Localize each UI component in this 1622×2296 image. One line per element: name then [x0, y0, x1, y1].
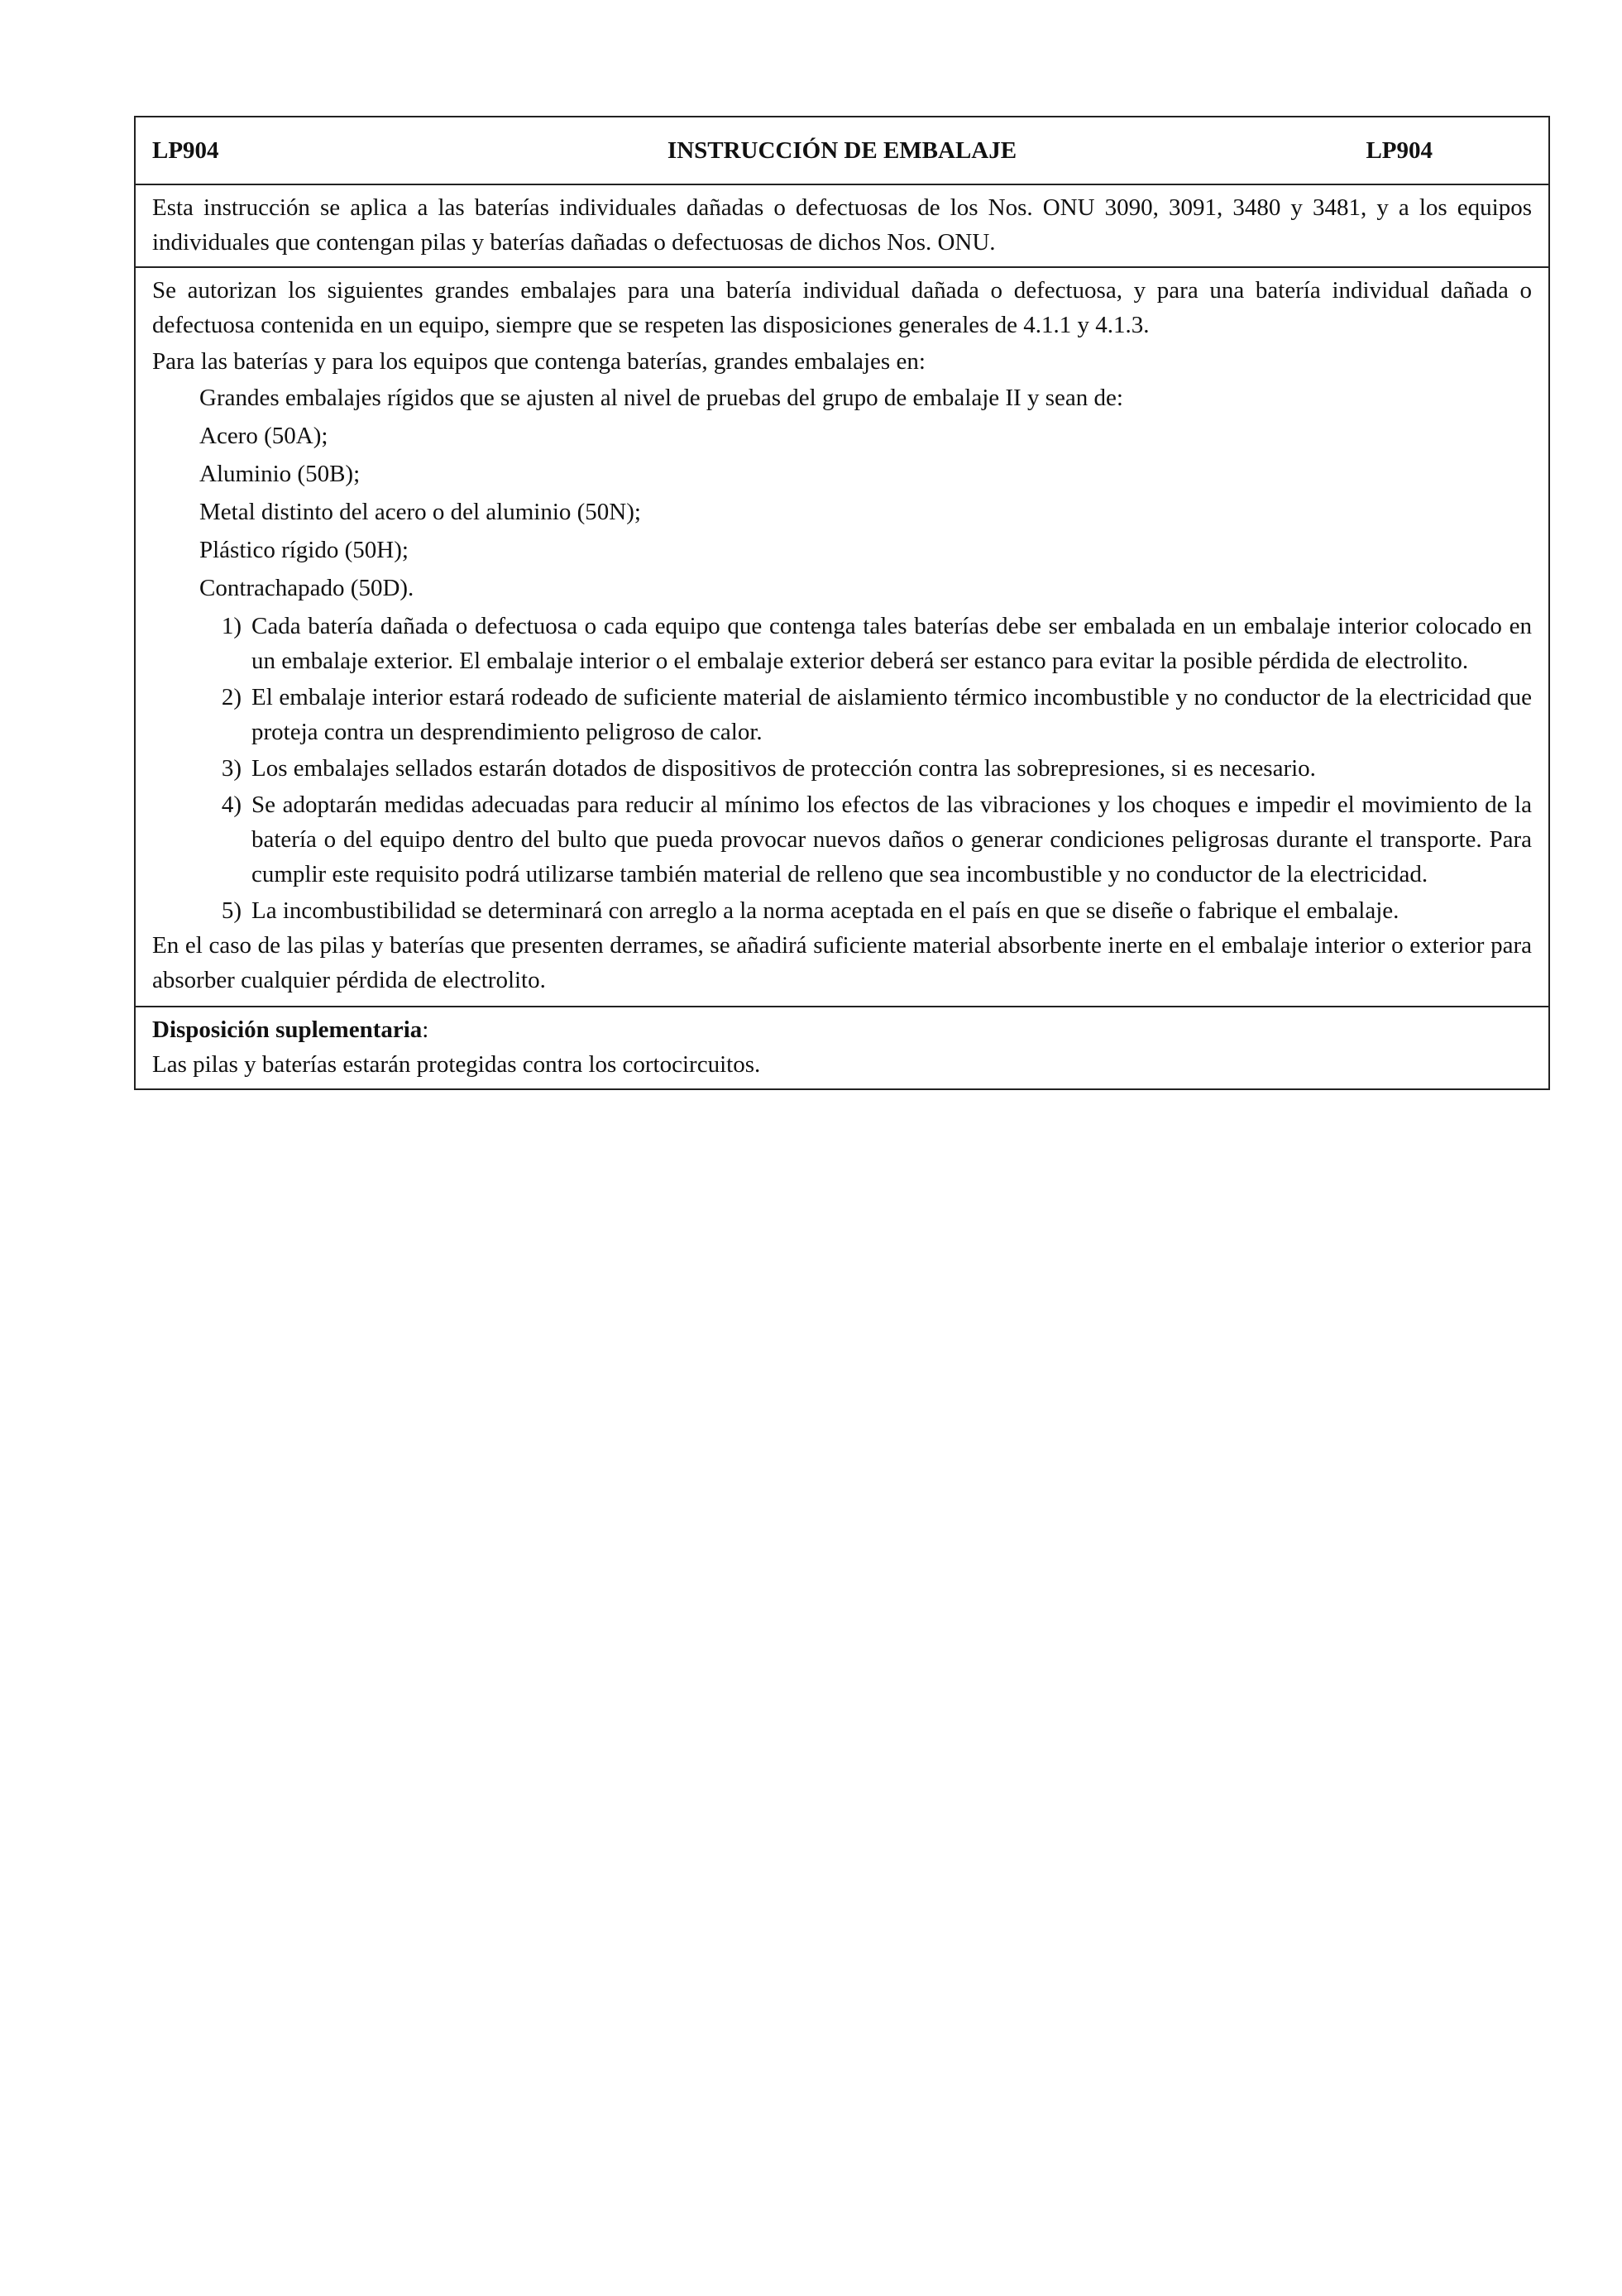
requirement-item — [152, 787, 1532, 892]
requirement-text: Cada batería dañada o defectuosa o cada equipo que contenga tales baterías debe ser embalada en un embalaje interior colocado en un embalaje exterior. El embalaje interior o el embalaje exterior deberá ser estanco para evitar la posible pérdida de electrolito. — [251, 613, 1532, 674]
materials-list — [152, 379, 1532, 607]
requirement-text: Los embalajes sellados estarán dotados de dispositivos de protección contra las sobrepresiones, si es necesario. — [251, 755, 1316, 782]
instruction-code-right: LP904 — [1366, 137, 1433, 164]
requirement-number: 1) — [221, 613, 242, 639]
requirement-number: 2) — [221, 684, 242, 710]
material-item: Aluminio (50B); — [199, 461, 361, 487]
main-row — [136, 268, 1548, 1007]
supplementary-heading — [152, 1012, 1532, 1047]
requirement-number: 5) — [221, 897, 242, 924]
leak-paragraph: En el caso de las pilas y baterías que presenten derrames, se añadirá suficiente material absorbente inerte en el embalaje interior o exterior para absorber cualquier pérdida de electrolito. — [152, 932, 1532, 993]
packing-instruction-table — [134, 116, 1550, 1090]
requirement-item — [152, 893, 1532, 928]
material-item: Plástico rígido (50H); — [199, 537, 409, 563]
requirement-item — [152, 680, 1532, 749]
requirement-item — [152, 609, 1532, 678]
rigid-packaging-line: Grandes embalajes rígidos que se ajusten al nivel de pruebas del grupo de embalaje II y sean de: — [199, 385, 1123, 411]
material-item: Contrachapado (50D). — [199, 575, 414, 601]
requirements-list — [152, 609, 1532, 928]
supplementary-colon: : — [422, 1016, 429, 1043]
supplementary-row — [136, 1007, 1548, 1088]
requirement-item — [152, 751, 1532, 786]
intro-paragraph: Se autorizan los siguientes grandes embalajes para una batería individual dañada o defectuosa, y para una batería individual dañada o defectuosa contenida en un equipo, siempre que se respeten las disposiciones generales de 4.1.1 y 4.1.3. — [152, 277, 1532, 338]
header-row — [136, 117, 1548, 185]
instruction-code-left: LP904 — [152, 137, 219, 164]
requirement-text: Se adoptarán medidas adecuadas para reducir al mínimo los efectos de las vibraciones y los choques e impedir el movimiento de la batería o del equipo dentro del bulto que pueda provocar nuevos daños o generar condiciones peligrosas durante el transporte. Para cumplir este requisito podrá utilizarse también material de relleno que sea incombustible y no conductor de la electricidad. — [251, 792, 1532, 887]
requirement-number: 4) — [221, 792, 242, 818]
scope-row — [136, 185, 1548, 268]
supplementary-label: Disposición suplementaria — [152, 1016, 423, 1043]
supplementary-text: Las pilas y baterías estarán protegidas contra los cortocircuitos. — [152, 1051, 761, 1078]
requirement-number: 3) — [221, 755, 242, 782]
material-item: Acero (50A); — [199, 423, 328, 449]
requirement-text: La incombustibilidad se determinará con arreglo a la norma aceptada en el país en que se diseñe o fabrique el embalaje. — [251, 897, 1400, 924]
batteries-line: Para las baterías y para los equipos que contenga baterías, grandes embalajes en: — [152, 348, 926, 375]
instruction-title: INSTRUCCIÓN DE EMBALAJE — [667, 137, 1017, 164]
scope-text: Esta instrucción se aplica a las baterías individuales dañadas o defectuosas de los Nos. ONU 3090, 3091, 3480 y 3481, y a los equipos individuales que contengan pilas y baterías dañadas o defectuosas de dichos Nos. ONU. — [152, 194, 1532, 256]
requirement-text: El embalaje interior estará rodeado de suficiente material de aislamiento térmico incombustible y no conductor de la electricidad que proteja contra un desprendimiento peligroso de calor. — [251, 684, 1532, 745]
material-item: Metal distinto del acero o del aluminio (50N); — [199, 499, 641, 525]
